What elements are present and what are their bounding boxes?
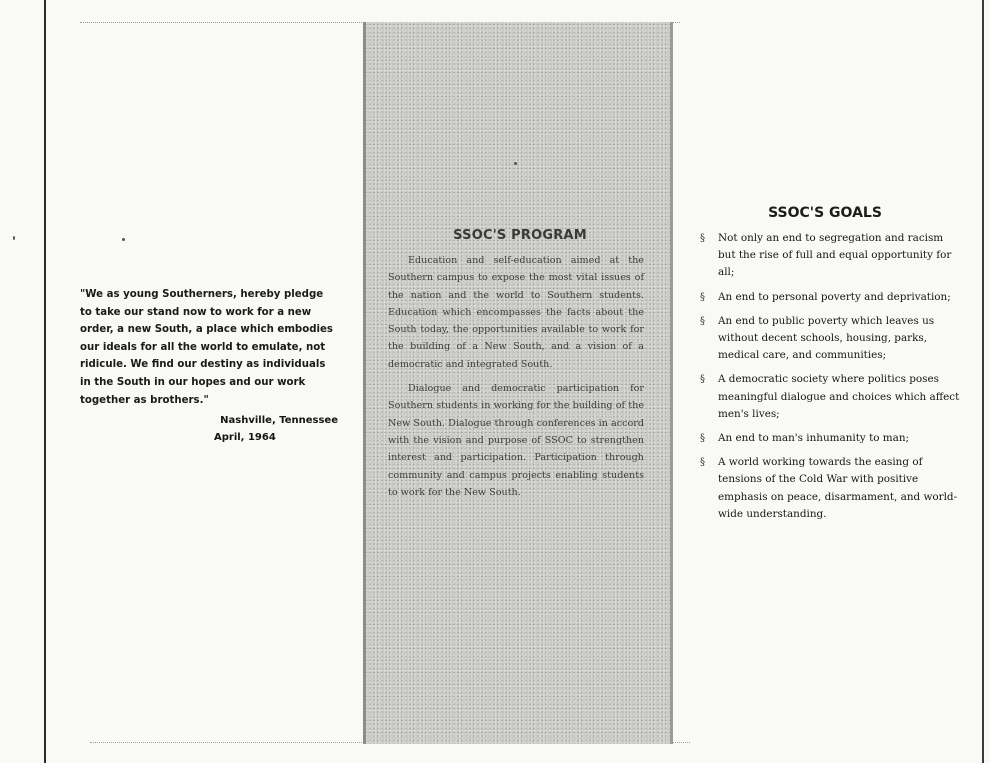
goal-text: A democratic society where politics poses meaningful dialogue and choices which affect men's lives; <box>718 373 960 420</box>
goal-item <box>700 230 960 282</box>
goal-item <box>700 289 960 306</box>
section-mark-icon: § <box>700 233 705 244</box>
scan-speck <box>13 236 15 240</box>
pledge-signature <box>214 412 338 446</box>
section-mark-icon: § <box>700 315 705 327</box>
section-mark-icon: § <box>700 291 705 303</box>
program-paragraph: Education and self-education aimed at the Southern campus to expose the most vital issues of the nation and the world to Southern students. Education which encompasses the facts about the South today, the opportunities available to work for the building of a New South, and a vision of a democratic and integrated South. <box>388 255 644 370</box>
scan-speck <box>122 238 125 241</box>
pledge-date: April, 1964 <box>214 432 276 443</box>
pledge-line: to take our stand now to work for a new <box>80 306 312 318</box>
goal-item <box>700 371 960 423</box>
pledge-line: "We as young Southerners, hereby pledge <box>80 289 324 300</box>
scan-right-edge <box>982 0 984 763</box>
pledge-line: ridicule. We find our destiny as individuals <box>80 359 326 371</box>
pledge-line: together as brothers." <box>80 394 209 406</box>
goal-item <box>700 454 960 523</box>
section-mark-icon: § <box>700 457 705 469</box>
scan-speck <box>514 162 517 165</box>
goal-text: An end to public poverty which leaves us without decent schools, housing, parks, medical care, and communities; <box>718 314 935 362</box>
pledge-place: Nashville, Tennessee <box>220 415 338 426</box>
scan-left-edge <box>44 0 46 763</box>
goal-text: A world working towards the easing of tensions of the Cold War with positive emphasis on peace, disarmament, and world-wide understanding. <box>718 456 958 520</box>
panel-fold-right <box>670 22 673 744</box>
section-mark-icon: § <box>700 433 705 445</box>
goals-heading: SSOC'S GOALS <box>768 205 882 221</box>
pledge-line: in the South in our hopes and our work <box>80 376 306 388</box>
goal-item <box>700 313 960 365</box>
goals-list <box>700 230 960 530</box>
pledge-line: our ideals for all the world to emulate, not <box>80 341 326 353</box>
goal-text: Not only an end to segregation and racism but the rise of full and equal opportunity for all; <box>718 232 952 279</box>
program-paragraph: Dialogue and democratic participation for Southern students in working for the building of the New South. Dialogue through conferences in accord with the vision and purpose of SSOC to strengthen interest and participation. Participation through community and campus projects enabling students to work for the New South. <box>388 383 644 498</box>
program-text <box>388 252 644 508</box>
pledge-line: order, a new South, a place which embodies <box>80 324 333 336</box>
program-heading: SSOC'S PROGRAM <box>453 228 587 243</box>
section-mark-icon: § <box>700 374 705 386</box>
pledge-quote <box>80 286 338 409</box>
panel-fold-left <box>363 22 366 744</box>
goal-text: An end to personal poverty and deprivation; <box>718 290 951 303</box>
goal-item <box>700 430 960 447</box>
goal-text: An end to man's inhumanity to man; <box>718 432 910 445</box>
